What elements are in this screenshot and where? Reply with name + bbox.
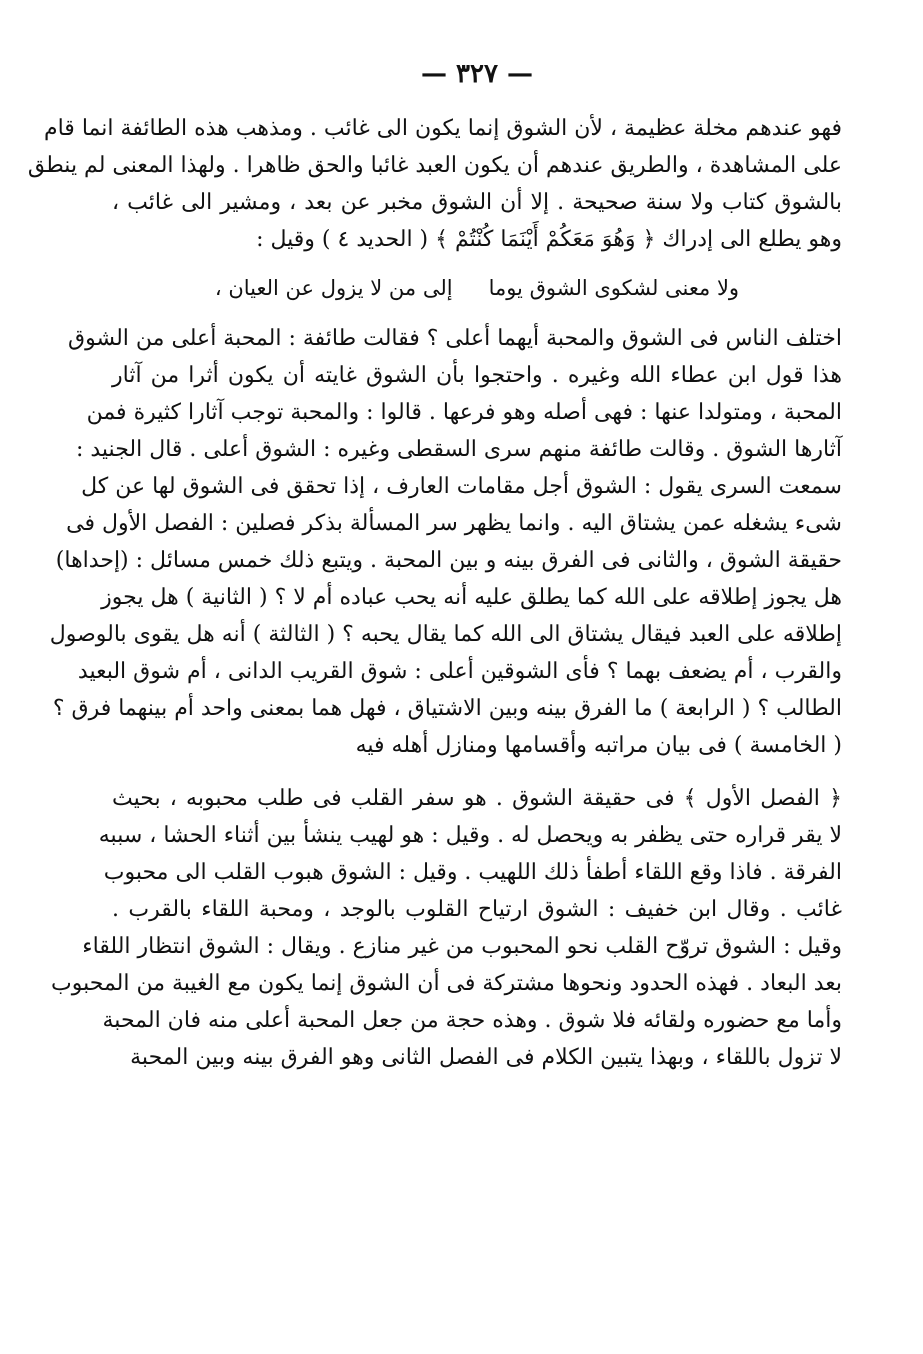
text-line: آثارها الشوق . وقالت طائفة منهم سرى السقطى وغيره : الشوق أعلى . قال الجنيد : [75,437,842,462]
text-line: الطالب ؟ ( الرابعة ) ما الفرق بينه وبين الاشتياق ، فهل هما بمعنى واحد أم بينهما فرق ؟ [52,696,842,721]
text-line: وأما مع حضوره ولقائه فلا شوق . وهذه حجة من جعل المحبة أعلى منه فان المحبة [102,1008,842,1033]
text-line: الفرقة . فاذا وقع اللقاء أطفأ ذلك اللهيب . وقيل : الشوق هبوب القلب الى محبوب [103,860,842,885]
text-line: لا يقر قراره حتى يظفر به ويحصل له . وقيل : هو لهيب ينشأ بين أثناء الحشا ، سببه [98,823,842,848]
poetry-verse [112,270,842,306]
text-line: والقرب ، أم يضعف بهما ؟ فأى الشوقين أعلى : شوق القريب الدانى ، أم شوق البعيد [77,659,842,684]
text-line: حقيقة الشوق ، والثانى فى الفرق بينه و بين المحبة . ويتبع ذلك خمس مسائل : (إحداها) [55,548,842,573]
text-line: هذا قول ابن عطاء الله وغيره . واحتجوا بأن الشوق غايته أن يكون أثرا من آثار [112,363,842,388]
text-line: على المشاهدة ، والطريق عندهم أن يكون العبد غائبا والحق ظاهرا . ولهذا المعنى لم ينطق [27,153,842,178]
text-line: فهو عندهم مخلة عظيمة ، لأن الشوق إنما يكون الى غائب . ومذهب هذه الطائفة انما قام [43,116,842,141]
paragraph-3 [51,780,842,1076]
page-number: — ٣٢٧ — [420,59,534,89]
text-line: بعد البعاد . فهذه الحدود ونحوها مشتركة فى أن الشوق إنما يكون مع الغيبة من المحبوب [51,971,842,996]
text-line: وهو يطلع الى إدراك ﴿ وَهُوَ مَعَكُمْ أَيْنَمَا كُنْتُمْ ﴾ ( الحديد ٤ ) وقيل : [256,227,842,252]
verse-first-hemistich: ولا معنى لشكوى الشوق يوما [488,276,740,300]
text-line: اختلف الناس فى الشوق والمحبة أيهما أعلى ؟ فقالت طائفة : المحبة أعلى من الشوق [68,326,842,351]
text-line: المحبة ، ومتولدا عنها : فهى أصله وهو فرعها . قالوا : والمحبة توجب آثارا كثيرة فمن [86,400,842,425]
paragraph-1 [27,110,842,258]
verse-second-hemistich: إلى من لا يزول عن العيان ، [214,276,453,300]
text-line: إطلاقه على العبد فيقال يشتاق الى الله كما يقال يحبه ؟ ( الثالثة ) أنه هل يقوى بالوصول [49,622,842,647]
text-line: بالشوق كتاب ولا سنة صحيحة . إلا أن الشوق مخبر عن بعد ، ومشير الى غائب ، [112,190,842,215]
text-line: سمعت السرى يقول : الشوق أجل مقامات العارف ، إذا تحقق فى الشوق لها عن كل [81,474,842,499]
text-line: ( الخامسة ) فى بيان مراتبه وأقسامها ومنازل أهله فيه [355,733,842,758]
text-line: وقيل : الشوق تروّح القلب نحو المحبوب من غير منازع . ويقال : الشوق انتظار اللقاء [82,934,842,959]
book-page [27,52,842,1076]
text-line: ﴿ الفصل الأول ﴾ فى حقيقة الشوق . هو سفر القلب فى طلب محبوبه ، بحيث [112,786,842,811]
text-line: شىء يشغله عمن يشتاق اليه . وانما يظهر سر المسألة بذكر فصلين : الفصل الأول فى [66,511,842,536]
text-line: هل يجوز إطلاقه على الله كما يطلق عليه أنه يحب عباده أم لا ؟ ( الثانية ) هل يجوز [101,585,842,610]
text-line: غائب . وقال ابن خفيف : الشوق ارتياح القلوب بالوجد ، ومحبة اللقاء بالقرب . [112,897,842,922]
text-line: لا تزول باللقاء ، وبهذا يتبين الكلام فى الفصل الثانى وهو الفرق بينه وبين المحبة [130,1045,842,1070]
paragraph-2 [49,320,842,764]
